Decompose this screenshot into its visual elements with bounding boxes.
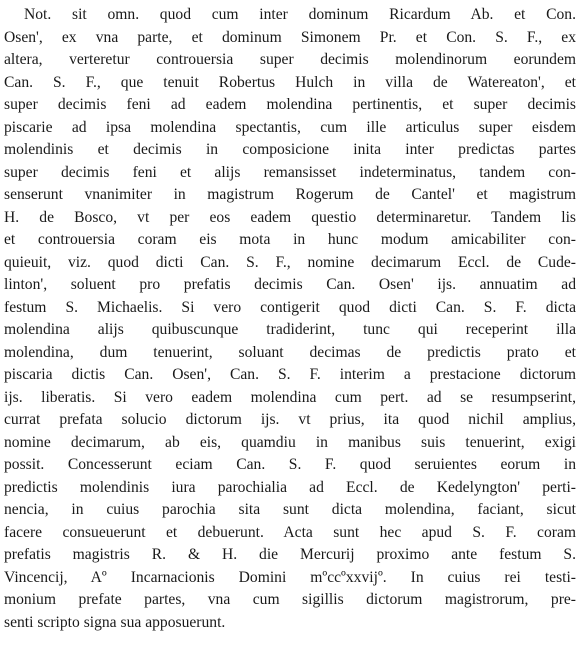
text-line: monium prefate partes, vna cum sigillis dictorum magistrorum, pre- [4, 591, 576, 608]
text-line: currat prefata solucio dictorum ijs. vt prius, ita quod nichil amplius, [4, 411, 576, 428]
text-line: super decimis feni et alijs remansisset indeterminatus, tandem con- [4, 163, 576, 181]
text-line: altera, verteretur controuersia super decimis molendinorum eorundem [4, 51, 576, 68]
text-line: prefatis magistris R. & H. die Mercurij proximo ante festum S. [4, 546, 576, 563]
text-line: H. de Bosco, vt per eos eadem questio determinaretur. Tandem lis [4, 208, 576, 226]
text-line: et controuersia coram eis mota in hunc modum amicabiliter con- [4, 231, 576, 248]
text-line: ijs. liberatis. Si vero eadem molendina cum pert. ad se resumpserint, [4, 388, 576, 406]
text-line: festum S. Michaelis. Si vero contigerit quod dicti Can. S. F. dicta [4, 298, 576, 316]
text-line: molendina, dum tenuerint, soluant decimas de predictis prato et [4, 343, 576, 361]
text-line: facere consueuerunt et debuerunt. Acta sunt hec apud S. F. coram [4, 523, 576, 541]
text-line: possit. Concesserunt eciam Can. S. F. quod seruientes eorum in [4, 456, 576, 473]
text-line: senti scripto signa sua apposuerunt. [4, 613, 226, 631]
text-line: Not. sit omn. quod cum inter dominum Ricardum Ab. et Con. [24, 6, 576, 23]
document-page [4, 4, 576, 634]
text-line: molendina alijs quibuscunque tradiderint, tunc qui receperint illa [4, 321, 576, 338]
text-line: nomine decimarum, ab eis, quamdiu in manibus suis tenuerint, exigi [4, 433, 576, 451]
text-line: molendinis et decimis in composicione inita inter predictas partes [4, 141, 576, 158]
text-line: quieuit, viz. quod dicti Can. S. F., nomine decimarum Eccl. de Cude- [4, 253, 576, 271]
text-line: super decimis feni ad eadem molendina pertinentis, et super decimis [4, 96, 576, 113]
text-line: piscarie ad ipsa molendina spectantis, cum ille articulus super eisdem [4, 118, 576, 136]
text-line: Can. S. F., que tenuit Robertus Hulch in villa de Watereaton', et [4, 73, 576, 91]
text-line: linton', soluent pro prefatis decimis Can. Osen' ijs. annuatim ad [4, 276, 576, 293]
text-line: senserunt vnanimiter in magistrum Rogerum de Cantel' et magistrum [4, 186, 576, 203]
text-line: predictis molendinis iura parochialia ad Eccl. de Kedelyngton' perti- [4, 478, 576, 496]
text-line: Osen', ex vna parte, et dominum Simonem Pr. et Con. S. F., ex [4, 28, 576, 46]
charter-text [4, 4, 576, 634]
text-line: piscaria dictis Can. Osen', Can. S. F. interim a prestacione dictorum [4, 366, 576, 383]
text-line: nencia, in cuius parochia sita sunt dicta molendina, faciant, sicut [4, 501, 576, 518]
text-line: Vincencij, Aº Incarnacionis Domini mºccºxxvijº. In cuius rei testi- [4, 568, 576, 586]
